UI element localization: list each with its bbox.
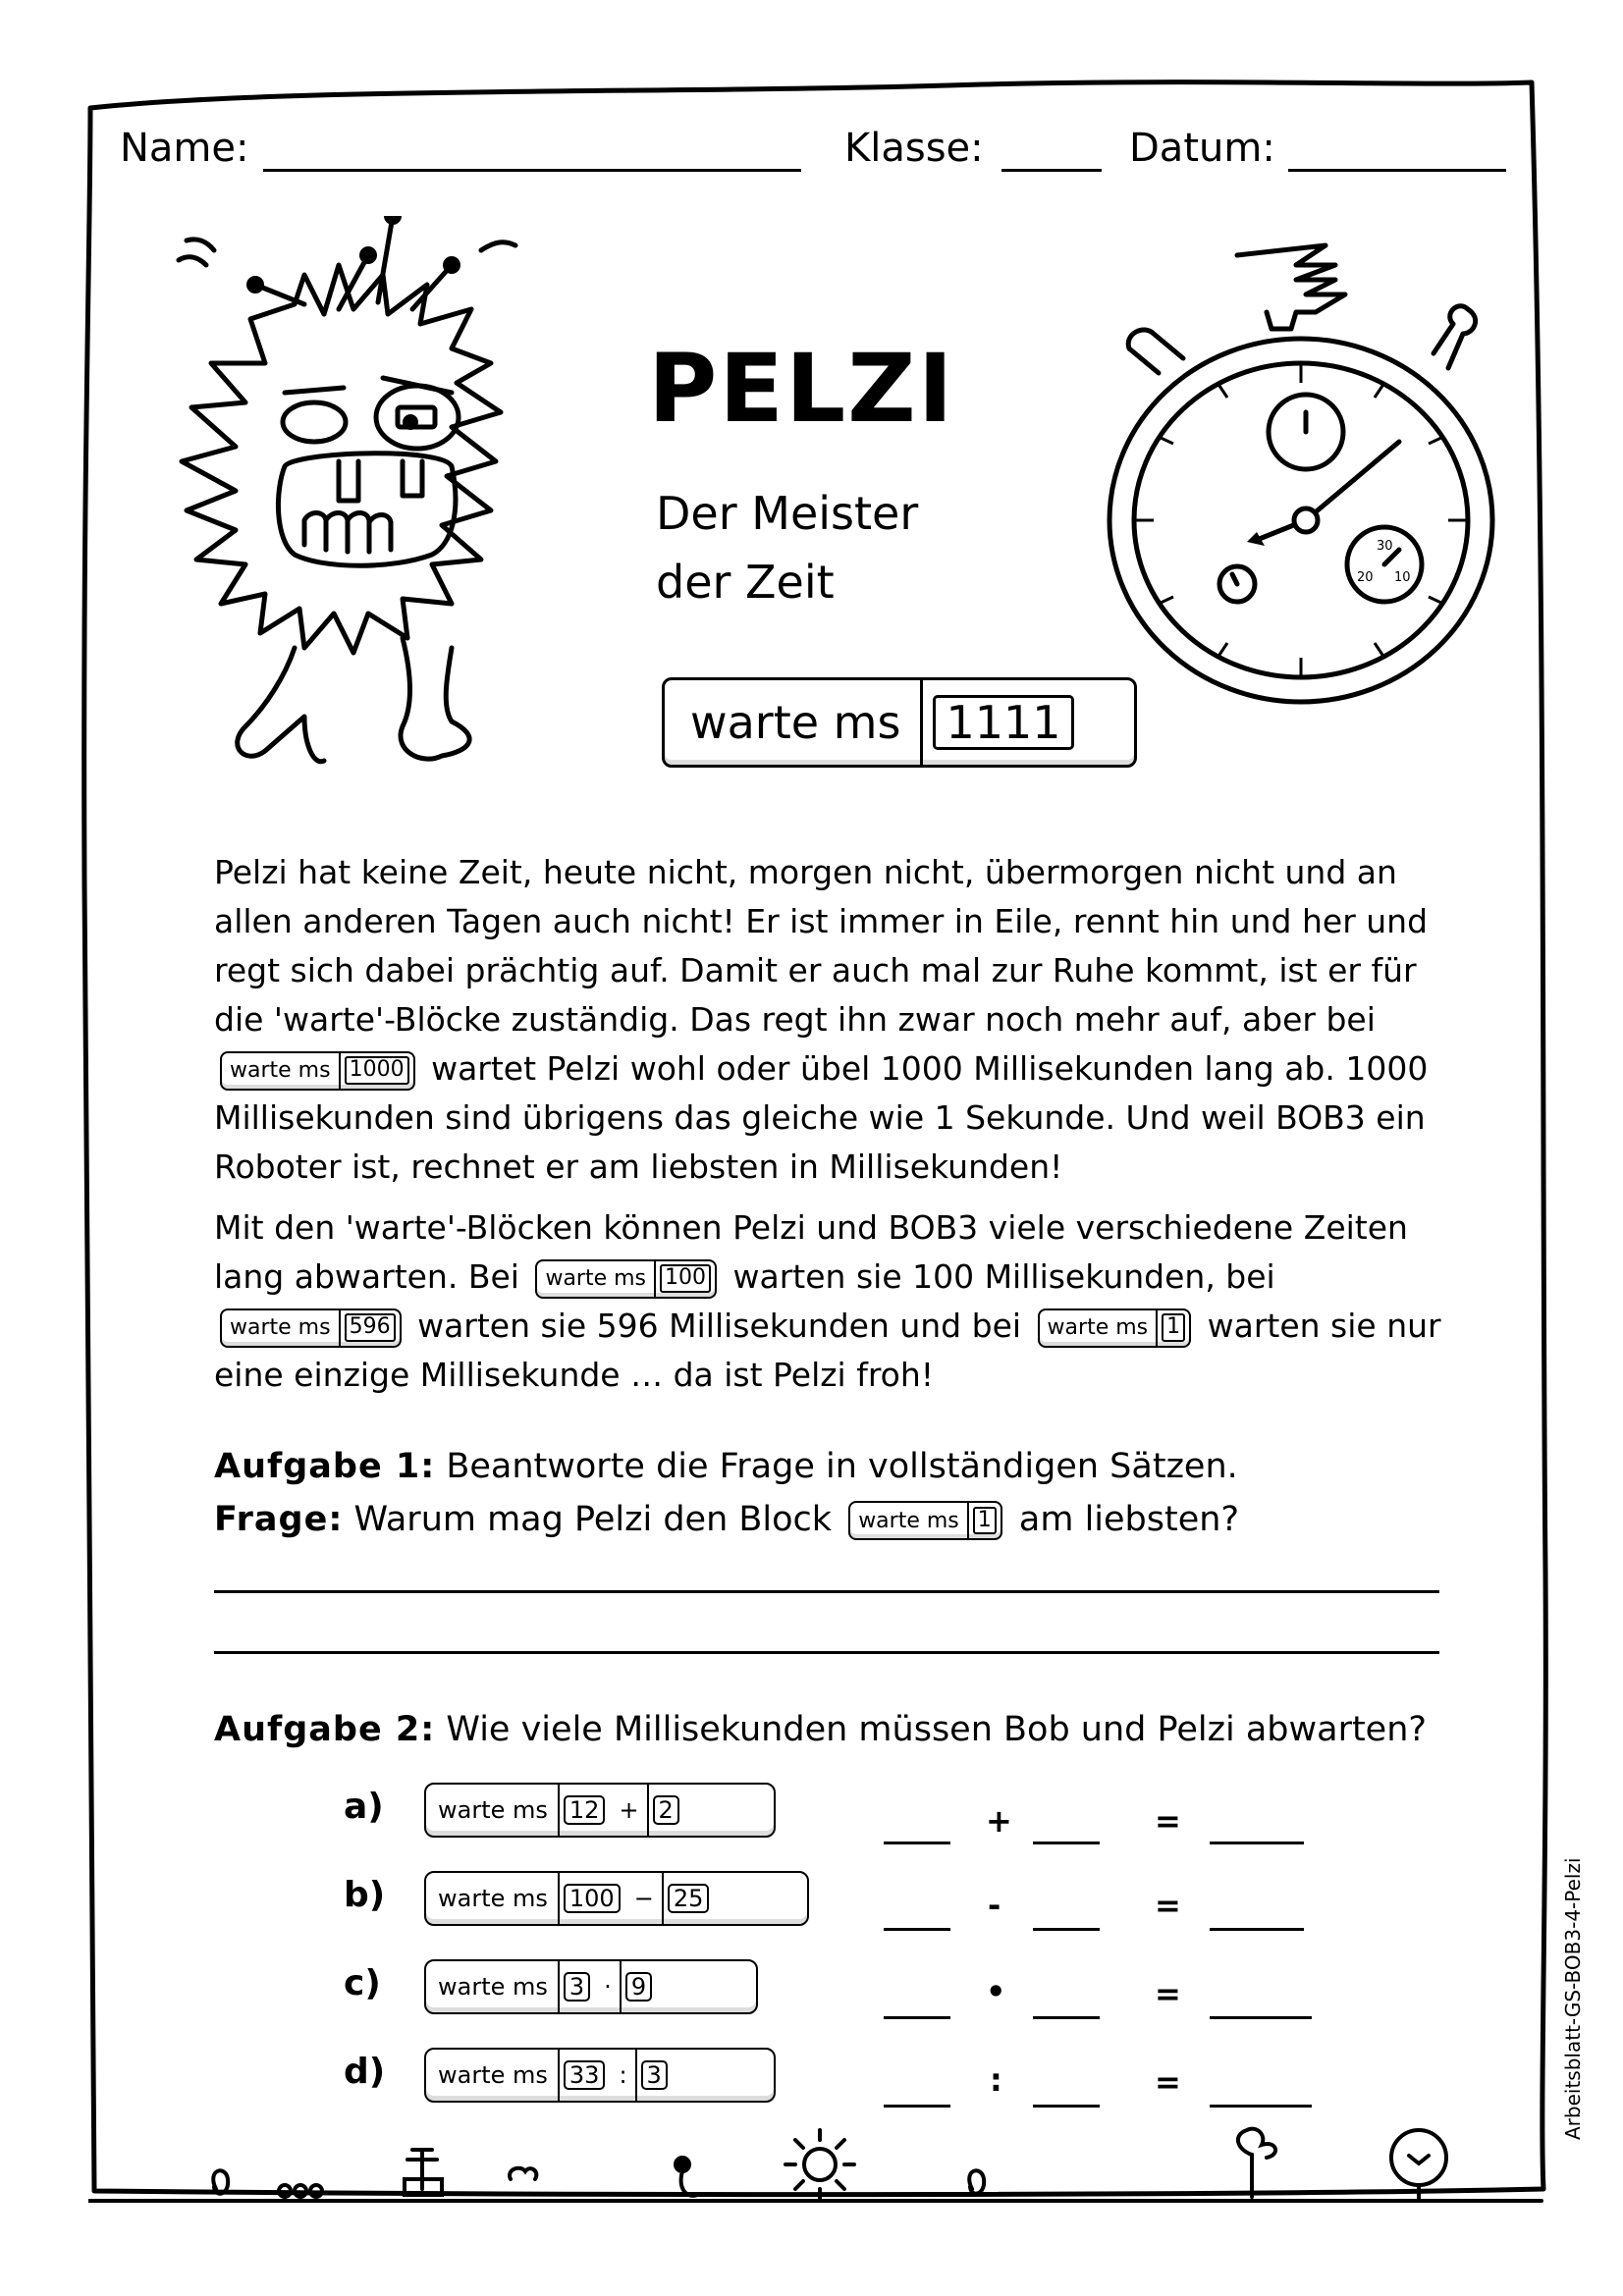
item-c-symbol: • [986, 1973, 1006, 2010]
inline-block-value: 1000 [345, 1056, 409, 1084]
block-connector [1156, 1310, 1158, 1346]
item-b-value-1: 100 [564, 1884, 621, 1913]
item-c-value-2: 9 [625, 1972, 652, 2002]
question-inline-block [848, 1501, 1002, 1540]
item-block-keyword: warte ms [438, 1885, 548, 1912]
stopwatch-illustration [1100, 236, 1551, 707]
paragraph-2-part-1: Mit den 'warte'-Blöcken können Pelzi und BOB3 viele verschiedene Zeiten lang abwarten. Bei [214, 1208, 1408, 1296]
item-d-block [424, 2048, 776, 2103]
main-block-keyword: warte ms [690, 696, 901, 749]
task-2-text: Wie viele Millisekunden müssen Bob und Pelzi abwarten? [446, 1710, 1427, 1749]
class-field[interactable] [1001, 169, 1102, 172]
item-a-letter: a) [344, 1787, 384, 1827]
item-c-equals: = [1155, 1975, 1181, 2012]
item-d-symbol: : [990, 2061, 1002, 2099]
class-label: Klasse: [844, 126, 984, 171]
item-block-keyword: warte ms [438, 1973, 548, 2001]
item-block-keyword: warte ms [438, 2061, 548, 2089]
item-a-operator: + [619, 1796, 639, 1824]
block-connector [558, 1785, 560, 1836]
page-title: PELZI [648, 334, 955, 444]
item-d-value-2: 3 [641, 2060, 668, 2090]
subdial-label-20: 20 [1357, 570, 1374, 585]
subdial-label-30: 30 [1377, 539, 1393, 554]
item-a-result[interactable] [1210, 1842, 1304, 1844]
item-a-block [424, 1783, 776, 1838]
answer-line-1[interactable] [214, 1590, 1439, 1593]
inline-block-value: 1 [973, 1507, 997, 1534]
item-d-result[interactable] [1210, 2105, 1312, 2108]
inline-block-keyword: warte ms [230, 1314, 331, 1340]
date-field[interactable] [1288, 169, 1506, 172]
inline-block-value: 596 [345, 1313, 396, 1341]
item-block-keyword: warte ms [438, 1796, 548, 1824]
task-1-label: Aufgabe 1: [214, 1447, 436, 1486]
task-2-heading [214, 1710, 1427, 1749]
block-connector [635, 2050, 637, 2101]
block-connector [967, 1503, 969, 1538]
inline-block-keyword: warte ms [858, 1508, 959, 1533]
item-c-blank-1[interactable] [884, 2016, 950, 2019]
paragraph-1-part-2: wartet Pelzi wohl oder übel 1000 Millisekunden lang ab. 1000 Millisekunden sind übrigens das gleiche wie 1 Sekunde. Und weil BOB3 ein Roboter ist, rechnet er am liebsten in Millisekunden! [214, 1049, 1429, 1186]
paragraph-2-part-3: warten sie 596 Millisekunden und bei [417, 1307, 1022, 1345]
block-connector [558, 1961, 560, 2012]
item-d-letter: d) [344, 2052, 386, 2092]
item-a-equals: = [1155, 1802, 1181, 1840]
task-1-heading [214, 1447, 1238, 1486]
item-c-operator: · [604, 1973, 612, 2001]
block-connector [620, 1961, 622, 2012]
paragraph-1 [214, 848, 1451, 1406]
item-a-blank-2[interactable] [1033, 1842, 1100, 1844]
inline-block-keyword: warte ms [1047, 1314, 1149, 1340]
paragraph-2-part-4: warten sie nur eine einzige Millisekunde … da ist Pelzi froh! [214, 1307, 1441, 1394]
item-a-value-2: 2 [653, 1795, 679, 1825]
main-block-value: 1111 [933, 695, 1073, 751]
bottom-doodles [88, 2110, 1551, 2209]
item-c-result[interactable] [1210, 2016, 1312, 2019]
block-connector [339, 1053, 341, 1089]
item-a-blank-1[interactable] [884, 1842, 950, 1844]
name-label: Name: [120, 126, 249, 171]
block-connector [654, 1261, 656, 1297]
task-1-text: Beantworte die Frage in vollständigen Sätzen. [446, 1447, 1238, 1486]
item-b-blank-1[interactable] [884, 1928, 950, 1931]
item-b-letter: b) [344, 1875, 386, 1915]
item-d-value-1: 33 [564, 2060, 606, 2090]
item-d-equals: = [1155, 2063, 1181, 2101]
item-b-operator: − [633, 1885, 654, 1912]
item-b-blank-2[interactable] [1033, 1928, 1100, 1931]
subtitle-line-2: der Zeit [656, 556, 835, 609]
item-d-blank-2[interactable] [1033, 2105, 1100, 2108]
block-connector [662, 1873, 664, 1924]
item-b-equals: = [1155, 1887, 1181, 1924]
task-2-label: Aufgabe 2: [214, 1710, 436, 1749]
subtitle-line-1: Der Meister [656, 487, 919, 540]
item-d-blank-1[interactable] [884, 2105, 950, 2108]
item-b-value-2: 25 [668, 1884, 710, 1913]
inline-block-100 [535, 1259, 717, 1299]
main-warte-block [662, 677, 1137, 768]
question-part-2: am liebsten? [1018, 1500, 1240, 1539]
item-c-value-1: 3 [564, 1972, 590, 2002]
inline-block-596 [220, 1308, 402, 1348]
paragraph-1-part-1: Pelzi hat keine Zeit, heute nicht, morgen nicht, übermorgen nicht und an allen anderen Tagen auch nicht! Er ist immer in Eile, rennt hin und her und regt sich dabei prächtig auf. Damit er auch mal zur Ruhe kommt, ist er für die 'warte'-Blöcke zuständig. Das regt ihn zwar noch mehr auf, aber bei [214, 853, 1429, 1039]
item-c-block [424, 1959, 758, 2014]
block-connector [339, 1310, 341, 1346]
paragraph-2-part-2: warten sie 100 Millisekunden, bei [732, 1257, 1275, 1296]
pelzi-monster-illustration [157, 216, 619, 805]
block-connector [920, 680, 923, 765]
item-d-operator: : [619, 2061, 627, 2089]
block-connector [647, 1785, 649, 1836]
subdial-label-10: 10 [1394, 570, 1411, 585]
answer-line-2[interactable] [214, 1651, 1439, 1654]
name-field[interactable] [263, 169, 801, 172]
inline-block-keyword: warte ms [545, 1265, 647, 1291]
question-label: Frage: [214, 1500, 344, 1539]
subtitle [656, 479, 918, 616]
block-connector [558, 2050, 560, 2101]
task-1-question [214, 1500, 1239, 1540]
item-b-result[interactable] [1210, 1928, 1304, 1931]
side-document-id: Arbeitsblatt-GS-BOB3-4-Pelzi [1561, 1857, 1585, 2140]
inline-block-1000 [220, 1051, 415, 1091]
date-label: Datum: [1129, 126, 1275, 171]
item-b-block [424, 1871, 809, 1926]
item-c-letter: c) [344, 1963, 381, 2003]
inline-block-1 [1038, 1308, 1192, 1348]
inline-block-value: 100 [660, 1264, 711, 1292]
inline-block-keyword: warte ms [230, 1057, 331, 1083]
inline-block-value: 1 [1162, 1313, 1185, 1341]
item-b-symbol: - [988, 1887, 1001, 1924]
question-part-1: Warum mag Pelzi den Block [353, 1500, 833, 1539]
block-connector [558, 1873, 560, 1924]
item-c-blank-2[interactable] [1033, 2016, 1100, 2019]
item-a-value-1: 12 [564, 1795, 606, 1825]
item-a-symbol: + [986, 1802, 1012, 1840]
